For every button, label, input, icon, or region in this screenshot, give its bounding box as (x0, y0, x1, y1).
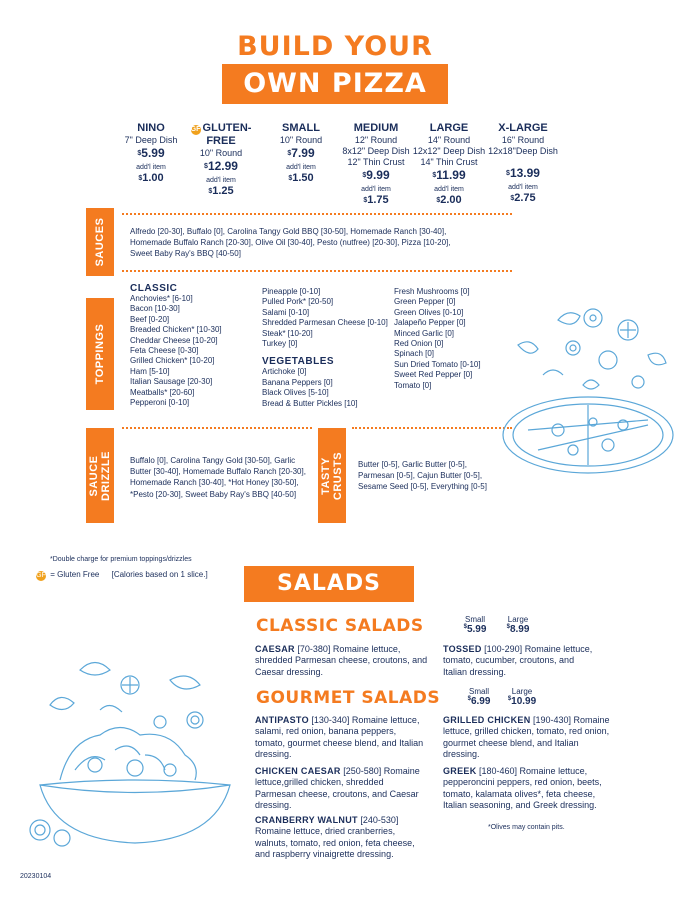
currency: $ (137, 150, 142, 157)
price-label: Large (507, 615, 529, 624)
classic-small-price: Small $5.99 (458, 615, 492, 635)
size-desc: 12" Round (354, 135, 398, 145)
sauces-tab-label: SAUCES (94, 217, 106, 267)
addl-price: $1.25 (208, 185, 234, 197)
salad-desc: [100-290] Romaine lettuce, tomato, cucumber, croutons, and Italian dressing. (443, 644, 593, 677)
double-charge-note: *Double charge for premium toppings/drizzles (50, 556, 192, 563)
addl-label: add'l item (434, 186, 464, 193)
salad-antipasto (255, 715, 425, 760)
price-label: Small (468, 687, 489, 696)
title-line-1: BUILD YOUR (237, 31, 433, 62)
size-small (266, 122, 336, 185)
toppings-tab (86, 298, 114, 410)
salad-grilled-chicken (443, 715, 615, 760)
topping-item: Italian Sausage [20-30] (130, 377, 213, 387)
topping-item: Turkey [0] (262, 339, 298, 349)
drizzle-line: Butter [30-40], Homemade Buffalo Ranch [20-30], (130, 467, 306, 477)
topping-item: Pineapple [0-10] (262, 287, 321, 296)
salad-name: GREEK (443, 766, 477, 776)
crust-line: Sesame Seed [0-5], Everything [0-5] (358, 482, 487, 492)
crust-line: Butter [0-5], Garlic Butter [0-5], (358, 460, 467, 469)
vegetable-item: Banana Peppers [0] (262, 377, 333, 387)
topping-item: Red Onion [0] (394, 339, 444, 349)
sauces-line: Sweet Baby Ray's BBQ [40-50] (130, 249, 241, 259)
gourmet-salads-heading: GOURMET SALADS (256, 688, 441, 708)
sauces-tab (86, 208, 114, 276)
addl-price: $2.00 (436, 194, 462, 206)
tasty-crusts-tab (318, 428, 346, 523)
pepperoni-icon (584, 309, 602, 327)
size-price: $5.99 (137, 146, 165, 160)
salad-desc: [180-460] Romaine lettuce, pepperoncini peppers, red onion, beets, tomato, kalamata olives*, feta cheese, Italian seasoning, and Greek dressing. (443, 766, 602, 810)
vegetable-item: Black Olives [5-10] (262, 388, 329, 398)
topping-item: Anchovies* [6-10] (130, 294, 193, 303)
salads-banner: SALADS (244, 566, 414, 602)
drizzle-line: Buffalo [0], Carolina Tangy Gold [30-50], Garlic (130, 456, 296, 465)
price-value: 10.99 (511, 696, 537, 707)
drizzle-list (130, 455, 320, 500)
price-value: 6.99 (470, 696, 491, 707)
topping-item: Spinach [0] (394, 349, 435, 359)
size-large (412, 122, 486, 207)
dotted-divider (352, 427, 512, 429)
sauce-drizzle-tab-label (88, 451, 112, 501)
topping-item: Salami [0-10] (262, 307, 310, 317)
salad-desc: [190-430] Romaine lettuce, grilled chicken, tomato, red onion, gourmet cheese blend, and Italian dressing. (443, 715, 610, 759)
toppings-list-3 (394, 287, 514, 391)
footer-code: 20230104 (20, 873, 52, 880)
salad-desc: [250-580] Romaine lettuce,grilled chicken, shredded Parmesan cheese, croutons, and Caesar dressing. (255, 766, 420, 810)
topping-item: Bacon [10-30] (130, 304, 180, 314)
vegetable-item: Bread & Butter Pickles [10] (262, 398, 358, 408)
topping-item: Steak* [10-20] (262, 328, 313, 338)
addl-price: $2.75 (510, 192, 536, 204)
size-price: $12.99 (204, 159, 238, 173)
vegetables-list (262, 367, 392, 409)
salad-desc: [130-340] Romaine lettuce, salami, red onion, banana peppers, tomato, gourmet cheese blend, and Italian dressing. (255, 715, 424, 759)
olive-icon (154, 716, 166, 728)
salad-caesar (255, 644, 435, 678)
crusts-list (358, 459, 518, 493)
size-name: NINO (137, 122, 165, 134)
size-desc-3: 12" Thin Crust (347, 157, 405, 167)
topping-item: Grilled Chicken* [10-20] (130, 356, 215, 366)
toppings-tab-label: TOPPINGS (94, 323, 106, 385)
size-medium (336, 122, 416, 207)
toppings-classic-column (130, 283, 255, 408)
vegetables-heading: VEGETABLES (262, 356, 335, 368)
tab-label-line: CRUSTS (332, 451, 344, 500)
topping-item: Minced Garlic [0] (394, 328, 455, 338)
topping-item: Tomato [0] (394, 380, 432, 390)
salad-bowl-illustration (20, 650, 240, 850)
addl-label: add'l item (361, 186, 391, 193)
classic-large-price: Large $8.99 (500, 615, 536, 635)
crust-line: Parmesan [0-5], Cajun Butter [0-5], (358, 471, 483, 481)
gluten-free-icon: GF (190, 126, 201, 133)
price-value: 5.99 (466, 624, 487, 635)
topping-item: Green Pepper [0] (394, 297, 456, 307)
topping-item: Sweet Red Pepper [0] (394, 370, 473, 380)
pepper-icon (518, 342, 538, 353)
dotted-divider (122, 270, 512, 272)
salad-desc: [70-380] Romaine lettuce, shredded Parmesan cheese, croutons, and Caesar dressing. (255, 644, 428, 677)
classic-heading: CLASSIC (130, 283, 178, 294)
size-name: MEDIUM (353, 122, 399, 134)
size-gluten-free (176, 122, 266, 198)
toppings-column-3 (394, 287, 514, 391)
addl-label: add'l item (136, 164, 166, 171)
drizzle-line: Homemade Ranch [30-40], *Hot Honey [30-50], (130, 478, 299, 488)
dotted-divider (122, 427, 312, 429)
classic-salads-heading: CLASSIC SALADS (256, 616, 424, 636)
topping-item: Cheddar Cheese [10-20] (130, 335, 218, 345)
topping-item: Feta Cheese [0-30] (130, 346, 199, 356)
tab-label-line: DRIZZLE (100, 450, 112, 501)
size-desc-2: 12x18"Deep Dish (488, 146, 558, 156)
salad-name: CHICKEN CAESAR (255, 766, 341, 776)
gf-legend-text: = Gluten Free (50, 570, 100, 579)
topping-item: Meatballs* [20-60] (130, 387, 195, 397)
sauce-drizzle-tab (86, 428, 114, 523)
size-desc: 10" Round (279, 135, 323, 145)
gluten-free-icon: GF (36, 572, 46, 579)
size-desc-2: 8x12" Deep Dish (342, 146, 410, 156)
gourmet-small-price: Small $6.99 (462, 687, 496, 707)
addl-price: $1.50 (288, 172, 314, 184)
size-name: GLUTEN-FREE (202, 122, 252, 147)
topping-item: Breaded Chicken* [10-30] (130, 325, 222, 335)
calories-note: [Calories based on 1 slice.] (111, 570, 208, 579)
gourmet-large-price: Large $10.99 (502, 687, 542, 707)
gluten-free-legend (36, 570, 208, 581)
salad-greek (443, 766, 615, 811)
price-value: 8.99 (509, 624, 530, 635)
topping-item: Sun Dried Tomato [0-10] (394, 359, 481, 369)
topping-item: Shredded Parmesan Cheese [0-10] (262, 318, 388, 328)
size-desc: 16" Round (501, 135, 545, 145)
drizzle-line: *Pesto [20-30], Sweet Baby Ray's BBQ [40-50] (130, 489, 297, 499)
addl-label: add'l item (286, 164, 316, 171)
topping-item: Fresh Mushrooms [0] (394, 287, 470, 296)
price-label: Small (464, 615, 485, 624)
toppings-list-2 (262, 287, 392, 349)
size-desc-2: 12x12" Deep Dish (412, 146, 486, 156)
classic-list (130, 294, 255, 408)
salad-cranberry-walnut (255, 815, 425, 860)
tab-label-line: TASTY (320, 456, 332, 495)
tasty-crusts-tab-label (320, 451, 344, 499)
leaf-icon (558, 313, 580, 324)
basil-leaf-icon (170, 676, 200, 689)
size-desc: 14" Round (427, 135, 471, 145)
cucumber-slice-icon (187, 712, 203, 728)
topping-item: Pepperoni [0-10] (130, 398, 190, 408)
addl-price: $1.75 (363, 194, 389, 206)
topping-item: Ham [5-10] (130, 366, 170, 376)
mushroom-icon (599, 351, 617, 369)
size-desc-3: 14" Thin Crust (420, 157, 478, 167)
topping-item: Jalapeño Pepper [0] (394, 318, 466, 328)
basil-leaf-icon (648, 353, 666, 365)
size-name: LARGE (429, 122, 469, 134)
salad-name: CRANBERRY WALNUT (255, 815, 358, 825)
topping-item: Green Olives [0-10] (394, 307, 464, 317)
salad-name: GRILLED CHICKEN (443, 715, 531, 725)
size-desc: 10" Round (199, 148, 243, 158)
sauces-line: Homemade Buffalo Ranch [20-30], Olive Oil [30-40], Pesto (nutfree) [20-30], Pizza [10-20], (130, 238, 451, 248)
size-desc: 7" Deep Dish (124, 135, 178, 145)
size-price: $13.99 (506, 166, 540, 180)
size-price: $9.99 (362, 168, 390, 182)
salad-desc: [240-530] Romaine lettuce, dried cranberries, walnuts, tomato, red onion, feta cheese, and raspberry vinaigrette dressing. (255, 815, 415, 859)
size-name: SMALL (282, 122, 320, 134)
size-x-large (486, 122, 560, 205)
salad-name: TOSSED (443, 644, 482, 654)
onion-icon (100, 705, 122, 712)
title-line-2: OWN PIZZA (222, 64, 448, 104)
leaf-icon (80, 663, 110, 676)
onion-icon (543, 370, 563, 375)
addl-label: add'l item (508, 184, 538, 191)
dotted-divider (122, 213, 512, 215)
topping-item: Beef [0-20] (130, 314, 170, 324)
size-price: $11.99 (432, 168, 466, 182)
olive-icon (566, 341, 580, 355)
toppings-column-2 (262, 287, 392, 409)
price-label: Large (511, 687, 533, 696)
salad-tossed (443, 644, 593, 678)
sauces-list (130, 226, 510, 260)
salad-name: ANTIPASTO (255, 715, 309, 725)
addl-label: add'l item (206, 177, 236, 184)
addl-price: $1.00 (138, 172, 164, 184)
salad-chicken-caesar (255, 766, 425, 811)
pizza-illustration (498, 300, 678, 485)
vegetable-item: Artichoke [0] (262, 367, 307, 377)
topping-item: Pulled Pork* [20-50] (262, 297, 334, 307)
sauces-line: Alfredo [20-30], Buffalo [0], Carolina Tangy Gold BBQ [30-50], Homemade Ranch [30-40], (130, 227, 447, 236)
olives-note: *Olives may contain pits. (488, 824, 565, 831)
salad-name: CAESAR (255, 644, 295, 654)
size-name: X-LARGE (498, 122, 548, 134)
tab-label-line: SAUCE (88, 454, 100, 497)
size-price: $7.99 (287, 146, 315, 160)
